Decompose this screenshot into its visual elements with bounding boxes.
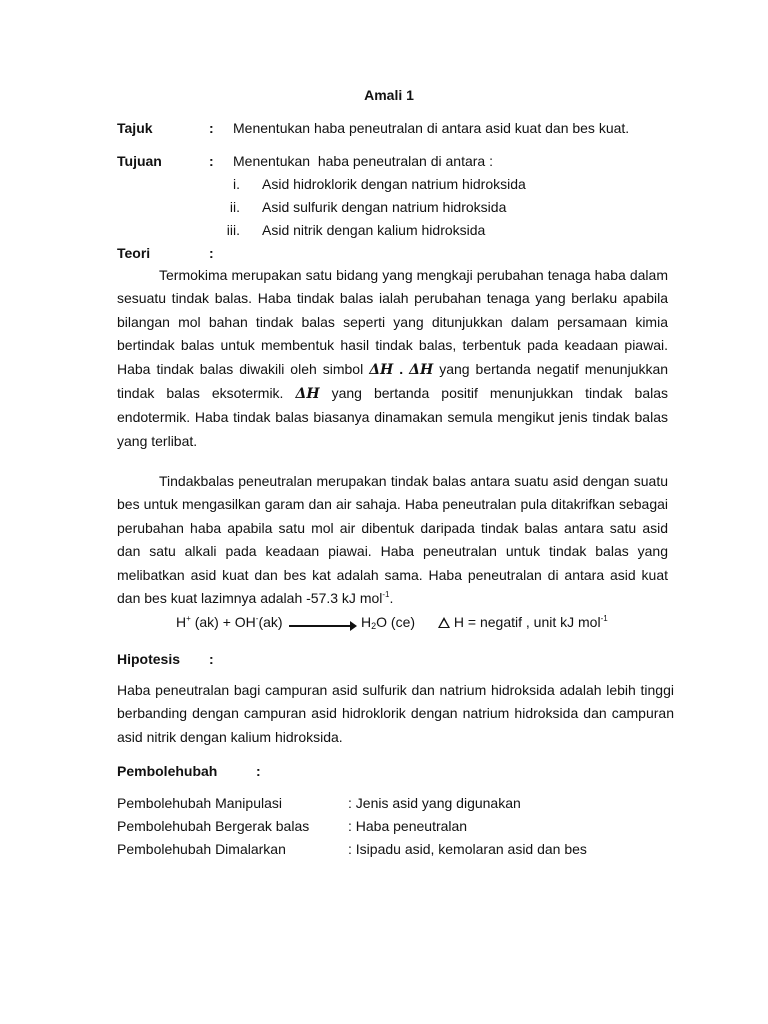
equation-product bbox=[361, 614, 415, 630]
variable-value: : Haba peneutralan bbox=[348, 818, 468, 834]
teori-p2-end: . bbox=[389, 590, 394, 607]
delta-triangle-icon bbox=[438, 617, 450, 628]
hydrogen-ion: H bbox=[176, 614, 187, 630]
variable-name: Pembolehubah Bergerak balas bbox=[117, 818, 310, 834]
teori-label: Teori bbox=[117, 245, 151, 261]
superscript: -1 bbox=[382, 590, 390, 600]
teori-p1-text-c: yang bertanda positif menunjukkan tindak balas endotermik. Haba tindak balas biasanya dinamakan semula mengikut jenis tindak balas yang terlibat. bbox=[117, 385, 669, 449]
superscript: -1 bbox=[600, 614, 608, 623]
delta-h-symbol: ΔH bbox=[295, 386, 320, 403]
subscript: 2 bbox=[371, 621, 377, 631]
tajuk-colon: : bbox=[209, 120, 214, 136]
variable-value: : Jenis asid yang digunakan bbox=[348, 795, 521, 811]
tajuk-text: Menentukan haba peneutralan di antara asid kuat dan bes kuat. bbox=[233, 120, 630, 136]
teori-paragraph-1: Termokima merupakan satu bidang yang mengkaji perubahan tenaga haba dalam sesuatu tindak balas. Haba tindak balas ialah perubahan tenaga yang berlaku apabila bilangan mol bahan tindak balas seperti yang ditunjukkan dalam persamaan kimia bertindak balas untuk membentuk hasil tindak balas, terbentuk pada keadaan piawai. Haba tindak balas diwakili oleh simbol ΔH . ΔH yang bertanda negatif menunjukkan tindak balas eksotermik. ΔH yang bertanda positif menunjukkan tindak balas endotermik. Haba tindak balas biasanya dinamakan semula mengikut jenis tindak balas yang terlibat. bbox=[117, 267, 669, 449]
delta-h-symbol: ΔH bbox=[369, 361, 394, 378]
teori-p2-text: Tindakbalas peneutralan merupakan tindak balas antara suatu asid dengan suatu bes untuk mengasilkan garam dan air sahaja. Haba peneutralan pula ditakrifkan sebagai perubahan haba apabila satu mol air dibentuk daripada tindak balas antara satu asid dan satu alkali pada keadaan piawai. Haba peneutralan untuk tindak balas yang melibatkan asid kuat dan bes kat adalah sama. Haba peneutralan di antara asid kuat dan bes kuat lazimnya adalah -57.3 kJ mol bbox=[117, 473, 668, 607]
variable-name: Pembolehubah Dimalarkan bbox=[117, 841, 286, 857]
equation-reactants bbox=[176, 614, 283, 630]
water-h: H bbox=[361, 614, 372, 630]
list-item-number: ii. bbox=[229, 199, 240, 215]
pembolehubah-label: Pembolehubah bbox=[117, 763, 218, 779]
charge: - bbox=[255, 614, 259, 623]
delta-h-symbol: ΔH bbox=[409, 361, 434, 378]
hipotesis-label: Hipotesis bbox=[117, 651, 181, 667]
teori-colon: : bbox=[209, 245, 214, 261]
list-item: Asid nitrik dengan kalium hidroksida bbox=[262, 222, 486, 238]
tujuan-colon: : bbox=[209, 153, 214, 169]
hipotesis-text: Haba peneutralan bagi campuran asid sulfurik dan natrium hidroksida adalah lebih tinggi berbanding dengan campuran asid hidroklorik dengan natrium hidroksida dan campuran asid nitrik dengan kalium hidroksida. bbox=[117, 682, 674, 745]
teori-paragraph-2 bbox=[117, 470, 668, 610]
tajuk-label: Tajuk bbox=[117, 120, 153, 136]
variable-value: : Isipadu asid, kemolaran asid dan bes bbox=[348, 841, 587, 857]
tujuan-label: Tujuan bbox=[117, 153, 162, 169]
variable-name: Pembolehubah Manipulasi bbox=[117, 795, 282, 811]
equation-enthalpy bbox=[438, 614, 608, 630]
list-item-number: iii. bbox=[226, 222, 240, 238]
list-item-number: i. bbox=[233, 176, 240, 192]
list-item: Asid sulfurik dengan natrium hidroksida bbox=[262, 199, 507, 215]
reactant-state: (ak) bbox=[258, 614, 283, 630]
charge: + bbox=[186, 614, 191, 623]
hipotesis-colon: : bbox=[209, 651, 214, 667]
teori-p1-text-b: yang bertanda negatif menunjukkan tindak balas eksotermik. bbox=[117, 360, 669, 402]
pembolehubah-colon: : bbox=[256, 763, 261, 779]
teori-p1-text-a: Termokima merupakan satu bidang yang mengkaji perubahan tenaga haba dalam sesuatu tindak balas. Haba tindak balas ialah perubahan tenaga yang berlaku apabila bilangan mol bahan tindak balas seperti yang ditunjukkan dalam persamaan kimia bertindak balas untuk membentuk hasil tindak balas, terbentuk pada keadaan piawai. Haba tindak balas diwakili oleh simbol bbox=[117, 267, 668, 377]
water-rest: O (ce) bbox=[376, 614, 416, 630]
page-title: Amali 1 bbox=[364, 87, 414, 103]
reactant-text: (ak) + OH bbox=[194, 614, 256, 630]
list-item: Asid hidroklorik dengan natrium hidroksida bbox=[262, 176, 526, 192]
enthalpy-text: H = negatif , unit kJ mol bbox=[453, 614, 601, 630]
tujuan-text: Menentukan haba peneutralan di antara : bbox=[233, 153, 493, 169]
reaction-arrow-icon bbox=[289, 625, 355, 627]
